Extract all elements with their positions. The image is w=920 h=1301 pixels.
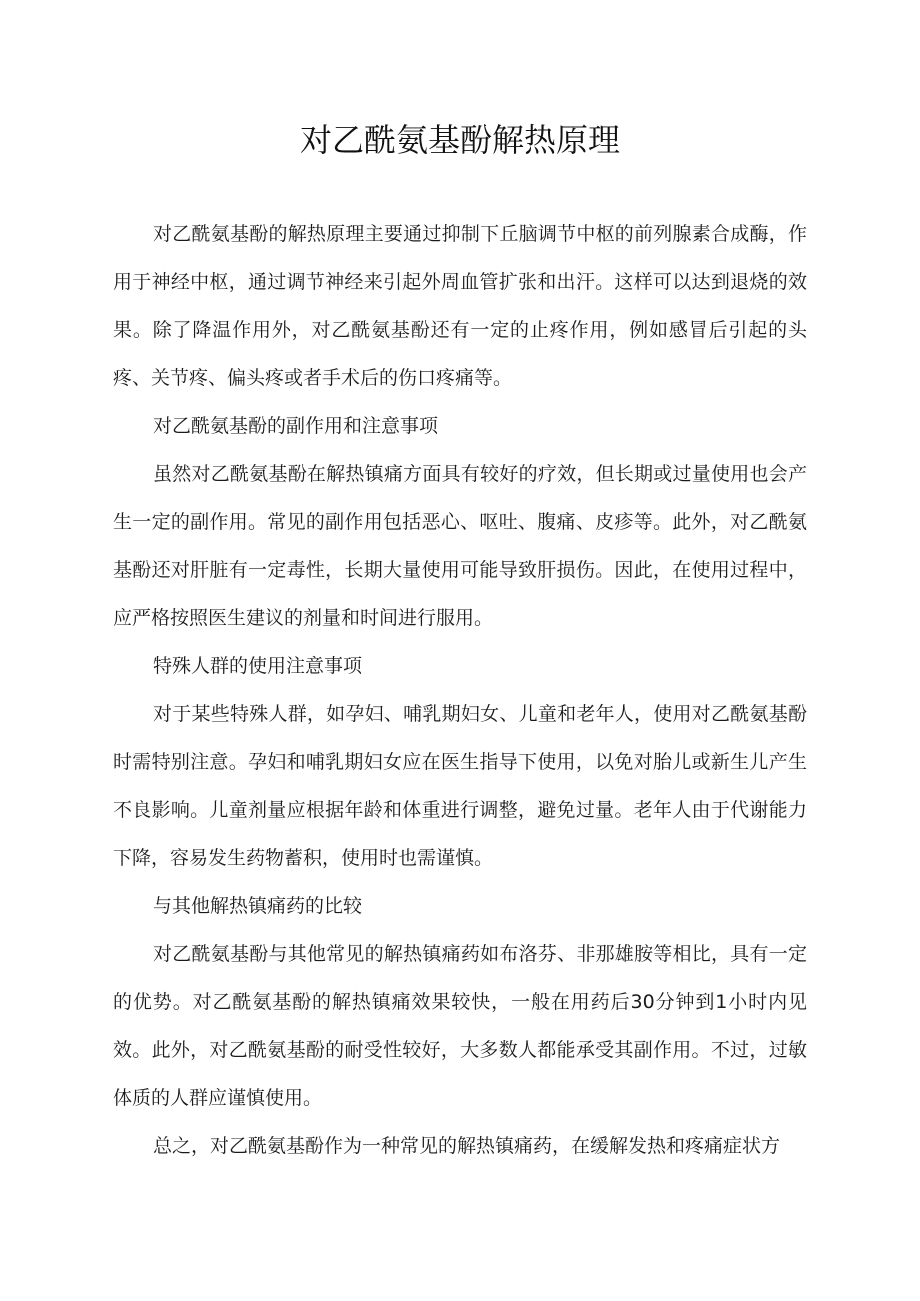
section-heading-side-effects: 对乙酰氨基酚的副作用和注意事项: [153, 415, 439, 437]
document-body: [113, 210, 807, 1170]
paragraph-conclusion: 总之，对乙酰氨基酚作为一种常见的解热镇痛药，在缓解发热和疼痛症状方: [153, 1135, 781, 1157]
paragraph-mechanism: 对乙酰氨基酚的解热原理主要通过抑制下丘脑调节中枢的前列腺素合成酶，作用于神经中枢，通过调节神经来引起外周血管扩张和出汗。这样可以达到退烧的效果。除了降温作用外，对乙酰氨基酚还有一定的止疼作用，例如感冒后引起的头疼、关节疼、偏头疼或者手术后的伤口疼痛等。: [113, 223, 807, 389]
section-heading-special-populations: 特殊人群的使用注意事项: [153, 655, 363, 677]
page-title: 对乙酰氨基酚解热原理: [299, 121, 620, 159]
paragraph-comparison: 对乙酰氨基酚与其他常见的解热镇痛药如布洛芬、非那雄胺等相比，具有一定的优势。对乙酰氨基酚的解热镇痛效果较快，一般在用药后30分钟到1小时内见效。此外，对乙酰氨基酚的耐受性较好，大多数人都能承受其副作用。不过，过敏体质的人群应谨慎使用。: [113, 943, 807, 1109]
paragraph-special-populations: 对于某些特殊人群，如孕妇、哺乳期妇女、儿童和老年人，使用对乙酰氨基酚时需特别注意。孕妇和哺乳期妇女应在医生指导下使用，以免对胎儿或新生儿产生不良影响。儿童剂量应根据年龄和体重进行调整，避免过量。老年人由于代谢能力下降，容易发生药物蓄积，使用时也需谨慎。: [113, 703, 807, 869]
section-heading-comparison: 与其他解热镇痛药的比较: [153, 895, 363, 917]
paragraph-side-effects: 虽然对乙酰氨基酚在解热镇痛方面具有较好的疗效，但长期或过量使用也会产生一定的副作用。常见的副作用包括恶心、呕吐、腹痛、皮疹等。此外，对乙酰氨基酚还对肝脏有一定毒性，长期大量使用可能导致肝损伤。因此，在使用过程中，应严格按照医生建议的剂量和时间进行服用。: [113, 463, 807, 629]
